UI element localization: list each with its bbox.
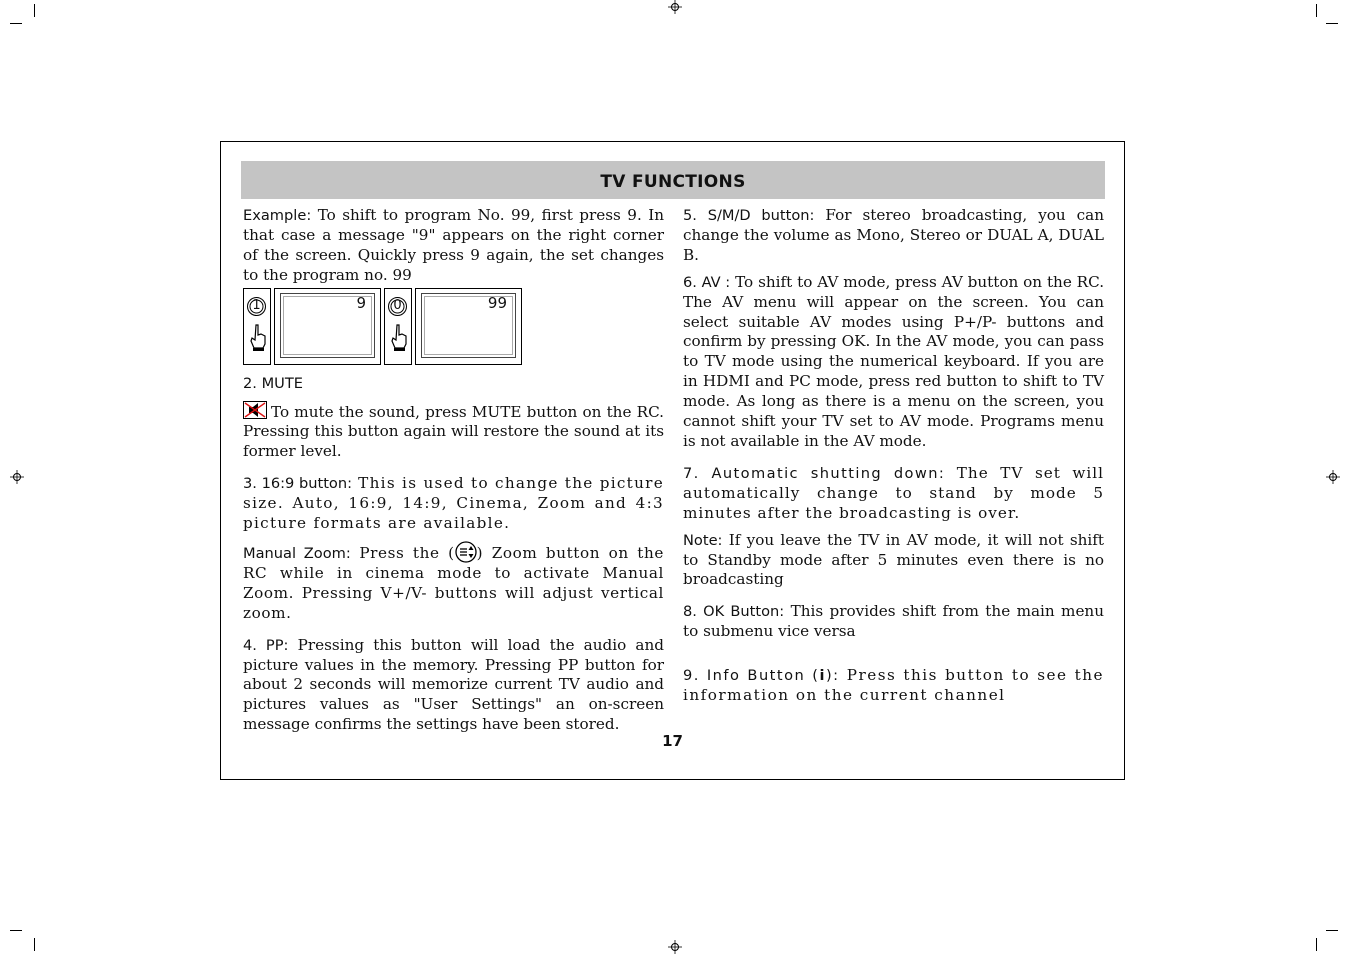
mute-heading: 2. MUTE — [243, 374, 303, 392]
auto-shutdown-paragraph — [683, 464, 1104, 524]
example-text: To shift to program No. 99, first press 9. In that case a message "9" appears on the right corner of the screen. Quickly press 9 again, the set changes to the program no. 99 — [243, 206, 665, 284]
tv-screen — [415, 288, 522, 365]
info-paragraph — [683, 666, 1104, 706]
crop-mark — [1316, 938, 1317, 951]
key-number: 1 — [247, 297, 266, 316]
zoom-text-a: Press the ( — [359, 543, 455, 562]
note-text: If you leave the TV in AV mode, it will not shift to Standby mode after 5 minutes even there is no broadcasting — [683, 530, 1104, 589]
pointing-hand-icon — [248, 324, 268, 352]
screen-program-number: 99 — [487, 293, 507, 312]
right-column — [683, 206, 1104, 706]
tv-screen — [274, 288, 381, 365]
zoom-label: Manual Zoom: — [243, 544, 351, 562]
smd-text: For stereo broadcasting, you can change the volume as Mono, Stereo or DUAL A, DUAL B. — [683, 206, 1105, 264]
registration-mark-icon — [668, 0, 682, 14]
mute-text: To mute the sound, press MUTE button on the RC. Pressing this button again will restore the sound at its former level. — [243, 402, 664, 461]
auto-shutdown-label: 7. Automatic shutting down: — [683, 464, 946, 482]
example-paragraph — [243, 206, 664, 286]
page-number: 17 — [662, 732, 683, 750]
note-paragraph — [683, 531, 1104, 591]
page-frame — [220, 141, 1125, 780]
av-label: 6. AV : — [683, 273, 731, 291]
av-paragraph — [683, 273, 1104, 452]
pp-label: 4. PP: — [243, 636, 289, 654]
remote-key-1 — [243, 288, 271, 365]
registration-mark-icon — [668, 940, 682, 954]
crop-mark — [1326, 23, 1338, 24]
auto-shutdown-text: The TV set will automatically change to stand by mode 5 minutes after the broadcasting is over. — [683, 463, 1105, 522]
program-change-illustration — [243, 288, 664, 368]
aspect-text: This is used to change the picture size. Auto, 16:9, 14:9, Cinema, Zoom and 4:3 picture formats are available. — [243, 474, 665, 533]
screen-program-number: 9 — [356, 293, 366, 312]
zoom-paragraph — [243, 541, 664, 624]
info-text: Press this button to see the information on the current channel — [683, 666, 1104, 705]
crop-mark — [10, 930, 22, 931]
crop-mark — [34, 938, 35, 951]
pp-paragraph — [243, 636, 664, 736]
info-icon: i — [819, 667, 826, 685]
smd-label: 5. S/M/D button: — [683, 207, 815, 224]
pp-text: Pressing this button will load the audio and picture values in the memory. Pressing PP button for about 2 seconds will memorize current TV audio and pictures values as "User Settings" an on-screen message confirms the settings have been stored. — [243, 635, 664, 734]
smd-paragraph — [683, 206, 1104, 266]
key-number: 0 — [388, 297, 407, 316]
aspect-paragraph — [243, 474, 664, 534]
aspect-label: 3. 16:9 button: — [243, 475, 353, 493]
ok-paragraph — [683, 602, 1104, 642]
left-column — [243, 206, 664, 735]
av-text: To shift to AV mode, press AV button on the RC. The AV menu will appear on the screen. You can select suitable AV modes using P+/P- buttons and confirm by pressing OK. In the AV mode, you can pass to TV mode using the numerical keyboard. If you are in HDMI and PC mode, press red button to shift to TV mode. As long as there is a menu on the screen, you cannot shift your TV set to AV mode. Programs menu is not available in the AV mode. — [683, 272, 1105, 450]
note-label: Note: — [683, 531, 723, 549]
info-label: 9. Info Button (i): — [683, 667, 840, 685]
remote-key-0 — [384, 288, 412, 365]
crop-mark — [10, 23, 22, 24]
ok-label: 8. OK Button: — [683, 603, 785, 621]
zoom-text-b: ) Zoom button on the RC while in cinema mode to activate Manual Zoom. Pressing V+/V- buttons will adjust vertical zoom. — [243, 543, 664, 622]
crop-mark — [1316, 4, 1317, 17]
registration-mark-icon — [10, 470, 24, 484]
pointing-hand-icon — [389, 324, 409, 352]
example-label: Example: — [243, 207, 312, 224]
mute-paragraph — [243, 401, 664, 463]
zoom-icon — [455, 541, 477, 563]
crop-mark — [34, 4, 35, 17]
mute-icon — [243, 401, 267, 419]
registration-mark-icon — [1326, 470, 1340, 484]
section-title-bar — [241, 161, 1105, 199]
ok-text: This provides shift from the main menu to submenu vice versa — [683, 602, 1104, 641]
page-title: TV FUNCTIONS — [600, 171, 746, 192]
crop-mark — [1326, 930, 1338, 931]
